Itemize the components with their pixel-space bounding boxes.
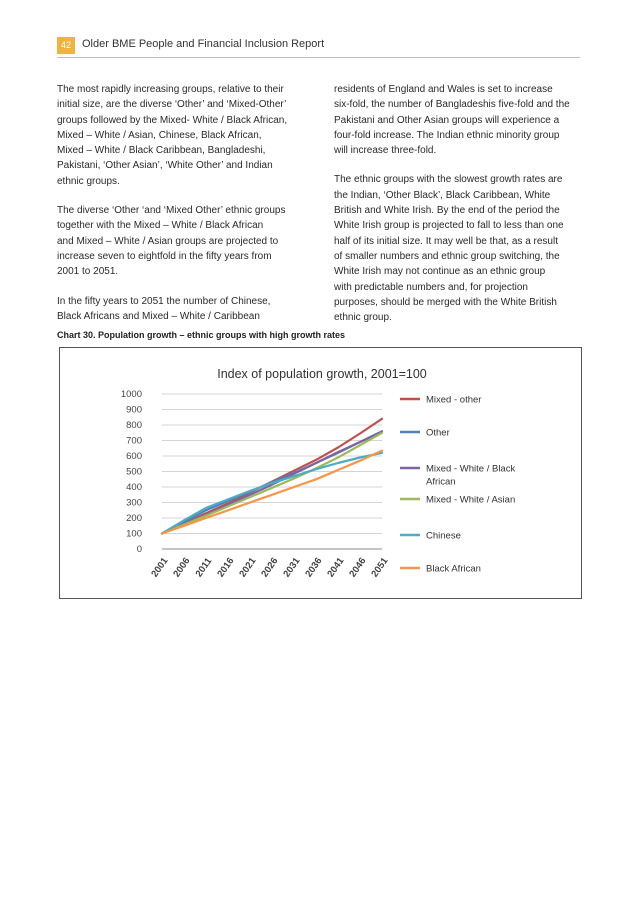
left-text-column — [57, 82, 302, 338]
text-line: In the fifty years to 2051 the number of Chinese, — [57, 295, 271, 307]
legend-label-line: African — [426, 476, 456, 488]
y-tick-label: 400 — [126, 482, 142, 493]
text-line: Pakistani, ‘Other Asian’, ‘White Other’ and Indian — [57, 160, 273, 172]
legend-label — [426, 464, 515, 488]
legend-label — [426, 531, 461, 542]
y-tick-label: 300 — [126, 497, 142, 509]
text-line: Mixed – White / Black Caribbean, Bangladeshi, — [57, 145, 266, 157]
x-tick-label: 2021 — [237, 555, 259, 580]
x-tick-label: 2041 — [325, 555, 347, 580]
text-line: the Indian, ‘Other Black’, Black Caribbean, White — [334, 189, 551, 201]
legend-label-line: Chinese — [426, 530, 461, 542]
x-tick-label: 2026 — [259, 555, 281, 580]
chart-title: Index of population growth, 2001=100 — [217, 367, 427, 381]
x-tick-label: 2016 — [215, 555, 237, 580]
x-tick-label: 2031 — [281, 555, 303, 580]
text-line: initial size, are the diverse ‘Other’ and ‘Mixed-Other’ — [57, 99, 287, 111]
y-tick-label: 0 — [136, 544, 142, 555]
y-tick-label: 500 — [126, 466, 142, 478]
text-line: The ethnic groups with the slowest growth rates are — [334, 174, 563, 186]
x-tick-label: 2001 — [149, 555, 171, 580]
y-tick-label: 200 — [126, 513, 142, 524]
text-line: groups followed by the Mixed- White / Black African, — [57, 114, 288, 126]
text-line: Pakistani and Other Asian groups will experience a — [334, 114, 560, 126]
text-line: The diverse ‘Other ‘and ‘Mixed Other’ ethnic groups — [57, 205, 286, 217]
x-tick-label: 2011 — [193, 555, 215, 580]
text-line: increase seven to eightfold in the fifty years from — [57, 250, 272, 262]
text-line: White Irish group is projected to fall to less than one — [334, 220, 564, 232]
legend-label — [426, 428, 450, 439]
legend-label-line: Mixed - White / Black — [426, 463, 516, 475]
paragraph — [57, 82, 302, 189]
text-line: half of its initial size. It may well be that, as a result — [334, 235, 558, 247]
x-tick-label: 2036 — [303, 555, 325, 580]
text-line: residents of England and Wales is set to increase — [334, 84, 553, 95]
legend-label-line: Mixed - other — [426, 394, 482, 406]
series-line — [162, 451, 382, 534]
text-line: Mixed – White / Asian, Chinese, Black African, — [57, 129, 262, 141]
text-line: White Irish may not continue as an ethnic group — [334, 266, 546, 278]
legend-label — [426, 495, 515, 506]
text-line: purposes, should be merged with the White British — [334, 296, 557, 308]
population-growth-chart — [60, 348, 581, 598]
text-line: ethnic group. — [334, 312, 392, 324]
text-line: 2001 to 2051. — [57, 266, 119, 278]
text-line: with predictable numbers and, for projection — [334, 281, 528, 293]
text-line: and Mixed – White / Asian groups are projected to — [57, 235, 279, 247]
y-tick-label: 700 — [126, 435, 142, 447]
paragraph — [334, 172, 579, 325]
text-line: British and White Irish. By the end of the period the — [334, 205, 560, 217]
page-number: 42 — [57, 37, 75, 54]
text-line: ethnic groups. — [57, 175, 120, 187]
legend-label — [426, 564, 481, 575]
y-tick-label: 800 — [126, 420, 142, 431]
report-title: Older BME People and Financial Inclusion Report — [82, 38, 325, 50]
x-tick-label: 2006 — [171, 555, 193, 580]
right-text-column — [334, 82, 579, 339]
text-line: six-fold, the number of Bangladeshis five-fold and the — [334, 99, 570, 111]
text-line: of smaller numbers and ethnic group switching, the — [334, 250, 560, 262]
y-tick-label: 100 — [126, 528, 142, 540]
text-line: four-fold increase. The Indian ethnic minority group — [334, 129, 560, 141]
chart-caption: Chart 30. Population growth – ethnic groups with high growth rates — [57, 330, 346, 340]
y-tick-label: 600 — [126, 451, 142, 462]
text-line: The most rapidly increasing groups, relative to their — [57, 84, 284, 95]
y-tick-label: 1000 — [120, 389, 142, 400]
paragraph — [57, 294, 302, 325]
x-tick-label: 2046 — [347, 555, 369, 580]
text-line: Black Africans and Mixed – White / Caribbean — [57, 310, 260, 322]
x-tick-label: 2051 — [369, 555, 391, 580]
paragraph — [334, 82, 579, 158]
page-header — [57, 35, 580, 58]
legend-label-line: Mixed - White / Asian — [426, 494, 516, 506]
y-tick-label: 900 — [126, 404, 142, 416]
chart-frame — [59, 347, 582, 599]
legend-label — [426, 395, 481, 406]
legend-label-line: Other — [426, 427, 450, 439]
text-line: will increase three-fold. — [334, 145, 437, 157]
paragraph — [57, 203, 302, 279]
legend-label-line: Black African — [426, 563, 481, 575]
text-line: together with the Mixed – White / Black African — [57, 220, 264, 232]
